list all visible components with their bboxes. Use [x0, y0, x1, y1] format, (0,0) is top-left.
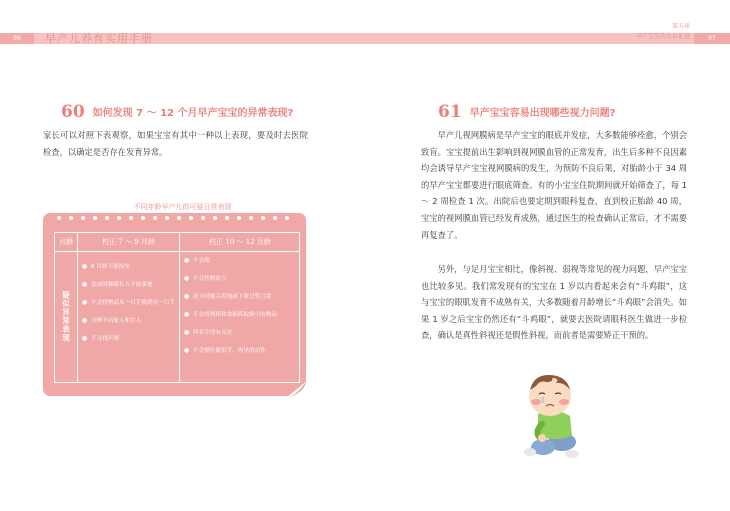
items-7-9-list — [82, 263, 176, 343]
row-label-text: 疑似异常表现 — [61, 291, 71, 342]
section-title-61 — [438, 101, 615, 122]
list-item: ● 不会用拇指和食指抓取细小的物品 — [184, 311, 298, 319]
crying-baby-illustration — [520, 370, 586, 462]
chapter-heading — [636, 23, 690, 41]
chapter-label: 第五章 — [671, 23, 690, 30]
table-header-10-12: 校正 10 ～ 12 月龄 — [209, 238, 271, 246]
list-item: ● 扶站时脚跟长久不能落地 — [82, 281, 176, 289]
section-number: 60 — [61, 102, 85, 122]
table-caption: 不同年龄早产儿的可疑日常表现 — [133, 203, 232, 211]
header-band-left — [0, 33, 365, 44]
section-title-60 — [61, 101, 293, 122]
list-item: ● 站立时脚尖着地或下肢呈剪刀状 — [184, 293, 298, 301]
section-number: 61 — [438, 102, 462, 122]
section-title-text: 如何发现 7 ～ 12 个月早产宝宝的异常表现? — [92, 108, 294, 119]
list-item: ● 叫名字没有反应 — [184, 329, 298, 337]
list-item: ● 不寻找声源 — [82, 335, 176, 343]
intro-paragraph: 家长可以对照下表观察，如果宝宝有其中一种以上表现，要及时去医院检查，以确定是否存在发育异常。 — [43, 130, 308, 157]
notebook-holes — [43, 216, 306, 222]
chapter-title: 早产宝宝的发育促进 — [635, 33, 690, 40]
header-band-right — [365, 23, 730, 44]
list-item: ● 不会扶物站立 — [184, 275, 298, 283]
list-item: ● 不会爬 — [184, 257, 298, 265]
items-10-12-list — [184, 257, 298, 355]
table-header-7-9: 校正 7 ～ 9 月龄 — [102, 238, 155, 246]
paragraph-retinopathy: 早产儿视网膜病是早产宝宝的眼底并发症，大多数能够痊愈，个别会致盲。宝宝提前出生影响到视网膜血管的正常发育，出生后多种不良因素均会诱导早产宝宝视网膜病的发生，为预防不良后果，对胎龄小于 34 周的早产宝宝都要进行眼底筛查。有的小宝宝住院期间就开始筛查了，每 1 ～ 2 周检查 1 次。出院后也要定期到眼科复查，直到校正胎龄 40 周，宝宝的视网膜血管已经发育成熟，通过医生的检查确认正常后，才不需要再复查了。 — [421, 130, 687, 240]
list-item: ● 分辨不出家人和生人 — [82, 317, 176, 325]
paragraph-strabismus: 另外，与足月宝宝相比，像斜视、弱视等常见的视力问题，早产宝宝也比较多见。我们常发现有的宝宝在 1 岁以内看起来会有“斗鸡眼”，这与宝宝的眼肌发育不成熟有关，大多数随着月龄增长“斗鸡眼”会消失。如果 1 岁之后宝宝仍然还有“斗鸡眼”，就要去医院请眼科医生做进一步检查，确认是真性斜视还是假性斜视，而前者是需要矫正干预的。 — [421, 264, 687, 341]
list-item: ● 6 月龄不能抬坐 — [82, 263, 176, 271]
section-title-text: 早产宝宝容易出现哪些视力问题? — [469, 108, 616, 119]
list-item: ● 不会将物品从一只手换到另一只手 — [82, 299, 176, 307]
table-header-month: 月龄 — [59, 238, 73, 246]
page-number-left: 96 — [0, 33, 34, 44]
page-number-right: 97 — [694, 33, 730, 44]
list-item: ● 不会模仿做拍手、再见的动作 — [184, 347, 298, 355]
symptom-table — [54, 232, 300, 383]
symptom-table-card — [43, 213, 306, 396]
row-label-abnormal — [55, 251, 77, 382]
book-title: 早产儿养育实用手册 — [45, 32, 153, 45]
page-curl-icon — [286, 380, 308, 398]
